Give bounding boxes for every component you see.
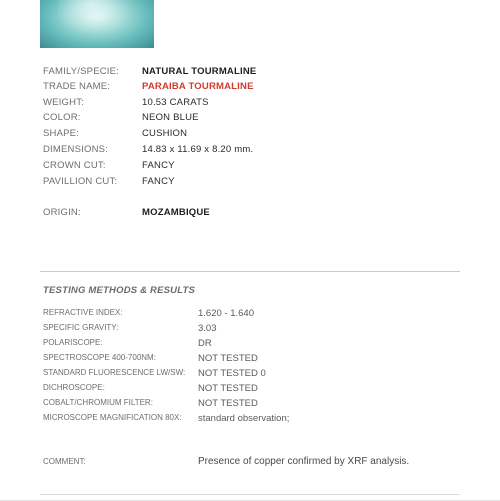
spec-label: TRADE NAME: <box>43 81 111 92</box>
spec-label: FAMILY/SPECIE: <box>43 66 120 77</box>
spec-label: DIMENSIONS: <box>43 144 109 155</box>
test-label: DICHROSCOPE: <box>43 383 105 392</box>
test-value: NOT TESTED 0 <box>198 368 266 379</box>
test-value: DR <box>198 338 212 349</box>
test-label: STANDARD FLUORESCENCE LW/SW: <box>43 368 186 377</box>
section-divider <box>40 271 460 272</box>
spec-value: NATURAL TOURMALINE <box>142 66 257 77</box>
spec-value: PARAIBA TOURMALINE <box>142 81 254 92</box>
spec-label: SHAPE: <box>43 128 80 139</box>
test-value: 3.03 <box>198 323 217 334</box>
bottom-divider <box>40 494 460 495</box>
testing-section-title: TESTING METHODS & RESULTS <box>43 285 196 296</box>
spec-label: WEIGHT: <box>43 97 84 108</box>
test-label: REFRACTIVE INDEX: <box>43 308 123 317</box>
test-label: SPECTROSCOPE 400-700NM: <box>43 353 156 362</box>
spec-value: FANCY <box>142 176 175 187</box>
spec-value: FANCY <box>142 160 175 171</box>
test-value: NOT TESTED <box>198 398 258 409</box>
spec-value: 10.53 CARATS <box>142 97 209 108</box>
spec-value: MOZAMBIQUE <box>142 207 210 218</box>
spec-value: 14.83 x 11.69 x 8.20 mm. <box>142 144 254 155</box>
test-label: MICROSCOPE MAGNIFICATION 80X: <box>43 413 182 422</box>
comment-value: Presence of copper confirmed by XRF analysis. <box>198 456 410 467</box>
test-label: POLARISCOPE: <box>43 338 103 347</box>
test-label: COBALT/CHROMIUM FILTER: <box>43 398 153 407</box>
spec-label: PAVILLION CUT: <box>43 176 118 187</box>
spec-label: COLOR: <box>43 112 81 123</box>
test-value: NOT TESTED <box>198 383 258 394</box>
spec-label: CROWN CUT: <box>43 160 106 171</box>
test-value: standard observation; <box>198 413 290 424</box>
test-label: SPECIFIC GRAVITY: <box>43 323 119 332</box>
spec-value: CUSHION <box>142 128 188 139</box>
spec-value: NEON BLUE <box>142 112 199 123</box>
test-value: NOT TESTED <box>198 353 258 364</box>
comment-label: COMMENT: <box>43 457 86 466</box>
spec-label: ORIGIN: <box>43 207 81 218</box>
test-value: 1.620 - 1.640 <box>198 308 254 319</box>
gemstone-photo <box>40 0 154 48</box>
